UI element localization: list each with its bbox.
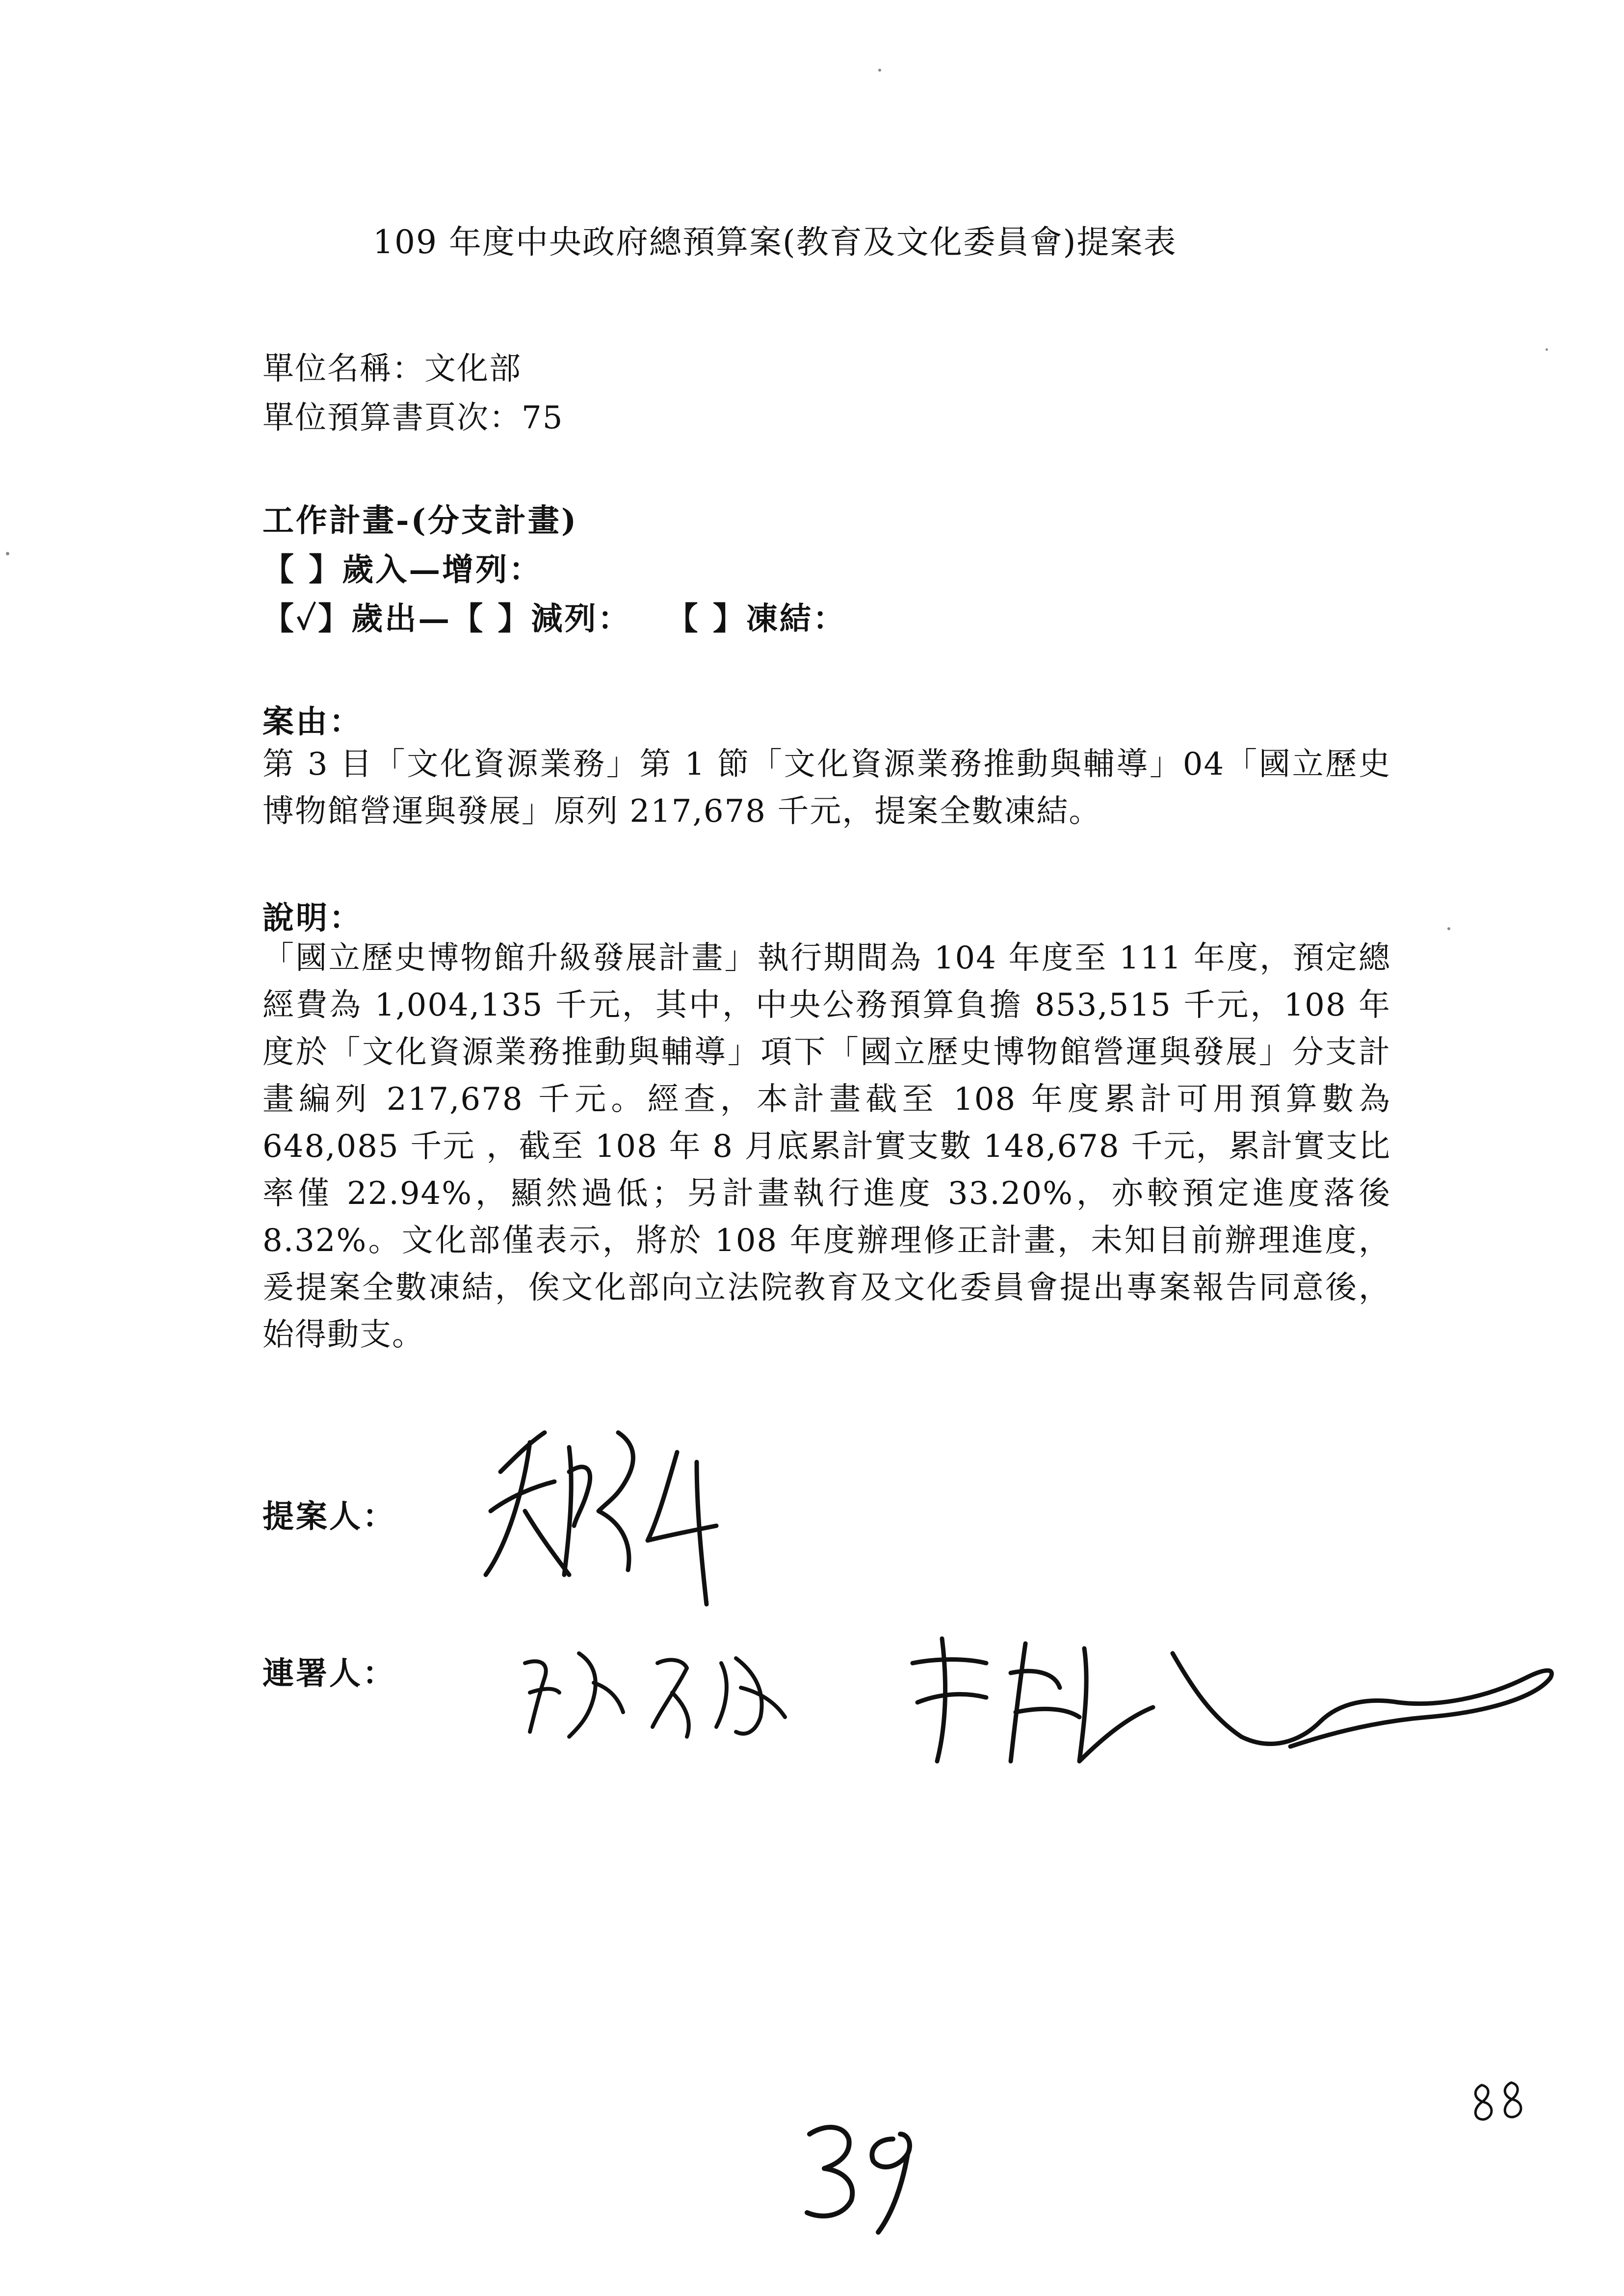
expenditure-line: 【✓】歲出—【 】減列： 【 】凍結： <box>262 600 846 637</box>
scan-speck <box>1545 348 1548 351</box>
cosigner-signature-1 <box>510 1634 814 1761</box>
proposer-signature <box>471 1413 746 1619</box>
cosigner-signature-2 <box>898 1624 1585 1786</box>
scan-speck <box>878 69 881 72</box>
document-title: 109 年度中央政府總預算案(教育及文化委員會)提案表 <box>373 223 1177 261</box>
handwritten-page-number <box>795 2110 952 2237</box>
scan-speck <box>1447 927 1450 930</box>
explanation-text: 「國立歷史博物館升級發展計畫」執行期間為 104 年度至 111 年度，預定總經費為 1,004,135 千元，其中，中央公務預算負擔 853,515 千元，108 年度於「文化資源業務推動與輔導」項下「國立歷史博物館營運與發展」分支計畫編列 217,678 千元。經查，本計畫截至 108 年度累計可用預算數為 648,085 千元 ，截至 108 年 8 月底累計實支數 148,678 千元，累計實支比率僅 22.94%，顯然過低；另計畫執行進度 33.20%，亦較預定進度落後 8.32%。文化部僅表示，將於 108 年度辦理修正計畫，未知目前辦理進度，爰提案全數凍結，俟文化部向立法院教育及文化委員會提出專案報告同意後，始得動支。 <box>262 940 1391 1353</box>
proposer-label: 提案人： <box>262 1498 396 1535</box>
reason-label: 案由： <box>262 704 363 740</box>
revenue-increase-line: 【 】歲入—增列： <box>262 551 543 588</box>
unit-name: 單位名稱：文化部 <box>262 351 522 387</box>
reason-text: 第 3 目「文化資源業務」第 1 節「文化資源業務推動與輔導」04「國立歷史博物館營運與發展」原列 217,678 千元，提案全數凍結。 <box>262 746 1391 830</box>
scan-speck <box>6 552 9 555</box>
handwritten-page-mark <box>1467 2075 1536 2129</box>
work-plan-line: 工作計畫-(分支計畫) <box>262 502 578 539</box>
explanation-label: 說明： <box>262 900 363 937</box>
unit-budget-page: 單位預算書頁次：75 <box>262 400 564 436</box>
cosigner-label: 連署人： <box>262 1655 396 1692</box>
